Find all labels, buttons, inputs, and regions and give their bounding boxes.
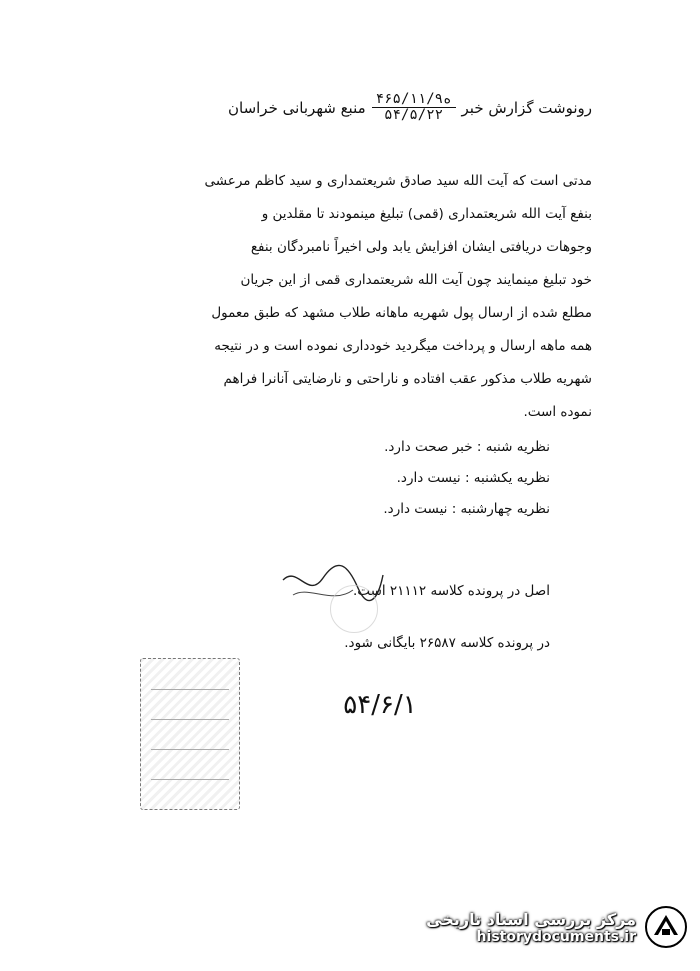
stamp-line [151, 779, 229, 780]
body-line: مدتی است که آیت الله سید صادق شریعتمداری و سید کاظم مرعشی [204, 173, 592, 189]
stamp-line [151, 749, 229, 750]
body-line: بنفع آیت الله شریعتمداری (قمی) تبلیغ مینمودند تا مقلدین و [261, 206, 592, 222]
opinion-line: نظریه چهارشنبه : نیست دارد. [383, 501, 550, 517]
stamp-line [151, 689, 229, 690]
body-line: نموده است. [523, 404, 592, 420]
footer-url: historydocuments.ir [476, 928, 636, 945]
body-line: خود تبلیغ مینمایند چون آیت الله شریعتمداری قمی از این جریان [240, 272, 592, 288]
report-header [92, 92, 592, 123]
filing-copy: در پرونده کلاسه ۲۶۵۸۷ بایگانی شود. [344, 635, 550, 651]
footer-title: مرکز بررسی اسناد تاریخی [426, 909, 636, 929]
handwritten-date-text: ۵۴/۶/۱ [343, 690, 417, 720]
opinions-section [150, 432, 550, 525]
footer-watermark [426, 901, 688, 953]
report-date: ۵۴/۵/۲۲ [384, 107, 444, 123]
archive-logo-icon [644, 905, 688, 949]
stamp-box [140, 658, 240, 810]
report-number: ۴۶۵/۱۱/۹ه [372, 92, 456, 108]
filing-original: اصل در پرونده کلاسه ۲۱۱۱۲ است. [353, 583, 550, 599]
opinion-line: نظریه یکشنبه : نیست دارد. [396, 470, 550, 486]
opinion-line: نظریه شنبه : خبر صحت دارد. [384, 439, 550, 455]
body-line: همه ماهه ارسال و پرداخت میگردید خودداری نموده است و در نتیجه [214, 338, 592, 354]
stamp-line [151, 719, 229, 720]
report-body [92, 165, 592, 429]
handwritten-date [310, 683, 450, 727]
header-source: منبع شهربانی خراسان [227, 98, 366, 117]
body-line: مطلع شده از ارسال پول شهریه ماهانه طلاب مشهد که طبق معمول [211, 305, 592, 321]
body-line: وجوهات دریافتی ایشان افزایش یابد ولی اخیراً نامبردگان بنفع [250, 239, 592, 255]
faint-seal [330, 585, 378, 633]
header-prefix: رونوشت گزارش خبر [461, 98, 592, 117]
footer-text [426, 910, 636, 945]
body-line: شهریه طلاب مذکور عقب افتاده و ناراحتی و نارضایتی آنانرا فراهم [223, 371, 592, 387]
report-number-date [372, 92, 456, 123]
